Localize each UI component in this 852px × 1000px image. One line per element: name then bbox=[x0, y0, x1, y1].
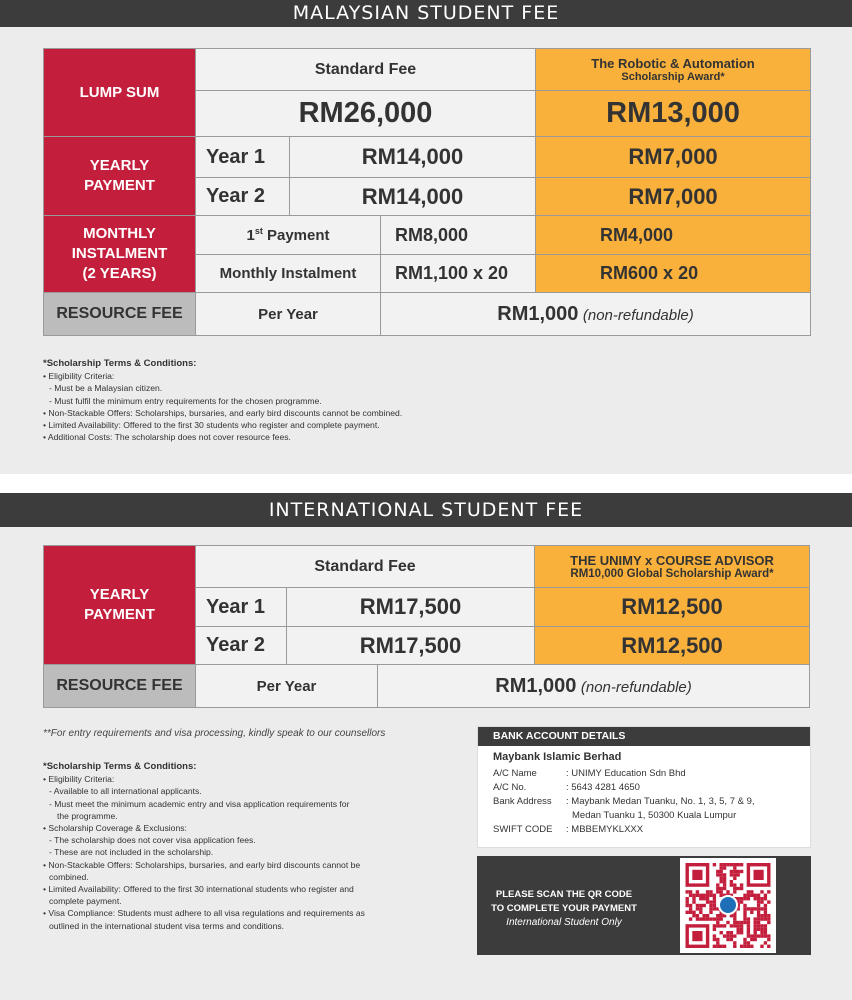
intl-resource-amount-note: (non-refundable) bbox=[580, 678, 692, 696]
intl-terms-line: complete payment. bbox=[49, 896, 122, 907]
intl-year-2-standard: RM17,500 bbox=[287, 627, 535, 665]
qr-line2: TO COMPLETE YOUR PAYMENT bbox=[491, 903, 637, 914]
bank-row-key: Bank Address bbox=[493, 796, 552, 807]
intl-scholarship-header bbox=[535, 546, 810, 588]
resource-fee-label: RESOURCE FEE bbox=[44, 293, 196, 336]
bank-row-key bbox=[478, 809, 566, 823]
year-2-standard: RM14,000 bbox=[290, 178, 536, 216]
malaysian-title-bar bbox=[0, 0, 852, 27]
international-fee-table bbox=[43, 545, 810, 708]
standard-fee-header: Standard Fee bbox=[196, 49, 536, 91]
bank-name: Maybank Islamic Berhad bbox=[493, 751, 622, 763]
intl-terms-line: combined. bbox=[49, 871, 89, 882]
malaysian-terms bbox=[43, 358, 523, 443]
terms-title: *Scholarship Terms & Conditions: bbox=[43, 358, 197, 369]
malaysian-fee-table bbox=[43, 48, 811, 336]
intl-resource-per-year: Per Year bbox=[196, 665, 378, 708]
bank-row-key: A/C Name bbox=[493, 768, 537, 779]
first-payment-text: Payment bbox=[262, 227, 330, 244]
intl-year-1-scholarship: RM12,500 bbox=[535, 588, 810, 627]
year-1-standard: RM14,000 bbox=[290, 137, 536, 178]
intl-terms-line: - Must meet the minimum academic entry and visa application requirements for bbox=[49, 798, 350, 809]
entry-requirements-note: **For entry requirements and visa processing, kindly speak to our counsellors bbox=[43, 728, 386, 739]
intl-terms-line: - These are not included in the scholarship. bbox=[49, 847, 214, 858]
intl-year-1-standard: RM17,500 bbox=[287, 588, 535, 627]
resource-amount-note: (non-refundable) bbox=[582, 306, 694, 324]
intl-resource-amount-value: RM1,000 bbox=[495, 674, 577, 697]
intl-resource-fee-label: RESOURCE FEE bbox=[44, 665, 196, 708]
bank-header: BANK ACCOUNT DETAILS bbox=[478, 727, 810, 746]
intl-terms-line: - The scholarship does not cover visa application fees. bbox=[49, 835, 256, 846]
scholarship-header-line1: The Robotic & Automation bbox=[591, 56, 755, 71]
scholarship-header bbox=[536, 49, 811, 91]
intl-terms-line: the programme. bbox=[57, 810, 118, 821]
bank-row-key: A/C No. bbox=[493, 782, 527, 793]
qr-line3: International Student Only bbox=[506, 917, 622, 928]
bank-row-address bbox=[478, 795, 810, 809]
year-1-label: Year 1 bbox=[196, 137, 290, 178]
terms-line: • Eligibility Criteria: bbox=[43, 371, 115, 382]
lump-sum-standard: RM26,000 bbox=[196, 91, 536, 137]
resource-amount-value: RM1,000 bbox=[497, 302, 579, 325]
lump-sum-label: LUMP SUM bbox=[44, 49, 196, 137]
bank-row-key: SWIFT CODE bbox=[493, 824, 553, 835]
terms-line: - Must be a Malaysian citizen. bbox=[49, 383, 163, 394]
qr-code-graphic bbox=[680, 858, 776, 953]
intl-yearly-label-line1: YEARLY bbox=[89, 586, 150, 603]
intl-standard-fee-header: Standard Fee bbox=[196, 546, 535, 588]
intl-terms-line: • Visa Compliance: Students must adhere to all visa regulations and requirements as bbox=[43, 908, 365, 919]
malaysian-title: MALAYSIAN STUDENT FEE bbox=[292, 2, 560, 24]
year-2-label: Year 2 bbox=[196, 178, 290, 216]
bank-row-address-cont bbox=[478, 809, 810, 823]
lump-sum-scholarship: RM13,000 bbox=[536, 91, 811, 137]
intl-terms-line: • Eligibility Criteria: bbox=[43, 774, 115, 785]
bank-row-value[interactable]: : Maybank Medan Tuanku, No. 1, 3, 5, 7 & 9, bbox=[566, 796, 755, 807]
first-payment-sup: st bbox=[254, 226, 263, 236]
terms-line: • Additional Costs: The scholarship does not cover resource fees. bbox=[43, 432, 291, 443]
monthly-instalment-label bbox=[44, 216, 196, 293]
bank-row-value[interactable]: : UNIMY Education Sdn Bhd bbox=[566, 768, 686, 779]
monthly-instalment-standard: RM1,100 x 20 bbox=[381, 255, 536, 293]
monthly-label-line3: (2 YEARS) bbox=[82, 265, 157, 282]
intl-resource-fee-amount bbox=[378, 665, 810, 708]
year-2-scholarship: RM7,000 bbox=[536, 178, 811, 216]
yearly-label-line2: PAYMENT bbox=[84, 177, 155, 194]
yearly-payment-label bbox=[44, 137, 196, 216]
monthly-label-line1: MONTHLY bbox=[83, 225, 156, 242]
terms-line: • Non-Stackable Offers: Scholarships, bursaries, and early bird discounts cannot be combined. bbox=[43, 407, 403, 418]
intl-terms-title: *Scholarship Terms & Conditions: bbox=[43, 761, 197, 772]
terms-line: - Must fulfil the minimum entry requirements for the chosen programme. bbox=[49, 395, 322, 406]
terms-line: • Limited Availability: Offered to the first 30 students who register and complete payment. bbox=[43, 420, 380, 431]
intl-scholarship-header-line2: RM10,000 Global Scholarship Award* bbox=[570, 568, 774, 580]
intl-terms-line: • Limited Availability: Offered to the first 30 international students who register and bbox=[43, 884, 354, 895]
resource-fee-amount bbox=[381, 293, 811, 336]
qr-code-icon[interactable] bbox=[680, 858, 776, 953]
yearly-label-line1: YEARLY bbox=[89, 157, 150, 174]
monthly-instalment-scholarship: RM600 x 20 bbox=[536, 255, 811, 293]
intl-year-1-label: Year 1 bbox=[196, 588, 287, 627]
bank-row-value[interactable]: : 5643 4281 4650 bbox=[566, 782, 640, 793]
intl-year-2-scholarship: RM12,500 bbox=[535, 627, 810, 665]
bank-account-details bbox=[477, 726, 811, 848]
qr-instruction bbox=[477, 888, 651, 916]
first-payment-num: 1 bbox=[246, 227, 255, 244]
international-title-bar bbox=[0, 493, 852, 527]
bank-row-ac-name bbox=[478, 767, 810, 781]
resource-per-year: Per Year bbox=[196, 293, 381, 336]
bank-row-swift bbox=[478, 823, 810, 837]
intl-terms-line: - Available to all international applicants. bbox=[49, 786, 202, 797]
intl-yearly-payment-label bbox=[44, 546, 196, 665]
intl-yearly-label-line2: PAYMENT bbox=[84, 606, 155, 623]
international-title: INTERNATIONAL STUDENT FEE bbox=[268, 499, 584, 521]
first-payment-label bbox=[196, 216, 381, 255]
intl-terms-line: • Non-Stackable Offers: Scholarships, bursaries, and early bird discounts cannot be bbox=[43, 859, 361, 870]
international-terms bbox=[43, 761, 463, 932]
bank-row-value[interactable]: Medan Tuanku 1, 50300 Kuala Lumpur bbox=[572, 810, 737, 821]
qr-line1: PLEASE SCAN THE QR CODE bbox=[495, 889, 633, 900]
bank-row-value[interactable]: : MBBEMYKLXXX bbox=[566, 824, 644, 835]
intl-year-2-label: Year 2 bbox=[196, 627, 287, 665]
monthly-instalment-row-label: Monthly Instalment bbox=[196, 255, 381, 293]
intl-scholarship-header-line1: THE UNIMY x COURSE ADVISOR bbox=[570, 553, 774, 568]
bank-row-ac-no bbox=[478, 781, 810, 795]
first-payment-scholarship: RM4,000 bbox=[536, 216, 811, 255]
monthly-label-line2: INSTALMENT bbox=[71, 245, 168, 262]
first-payment-standard: RM8,000 bbox=[381, 216, 536, 255]
intl-terms-line: outlined in the international student visa terms and conditions. bbox=[49, 920, 285, 931]
scholarship-header-line2: Scholarship Award* bbox=[621, 71, 725, 83]
year-1-scholarship: RM7,000 bbox=[536, 137, 811, 178]
intl-terms-line: • Scholarship Coverage & Exclusions: bbox=[43, 823, 187, 834]
